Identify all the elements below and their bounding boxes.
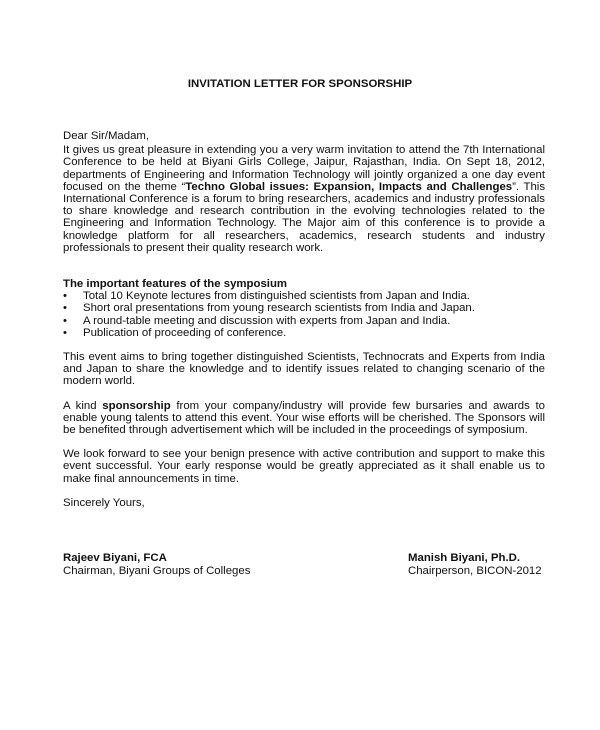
signatory-name: Manish Biyani, Ph.D.: [408, 552, 521, 564]
bullet-icon: •: [63, 302, 67, 315]
list-item: [63, 290, 545, 302]
letter-body: [63, 130, 545, 509]
sponsorship-keyword: sponsorship: [102, 399, 171, 412]
intro-text-start: It gives us great pleasure in extending you a very warm invitation to attend the 7th International Conference to be held at Biyani Girls College, Jaipur, Rajasthan, India. On Sept 18, 2012, departments of Engineering and Information Technology will jointly organized a one day event focused on the theme “: [63, 144, 545, 193]
intro-text-end: ”. This International Conference is a forum to bring researchers, academics and industry professionals to share knowledge and research contribution in the evolving technologies related to the Engineering and Information Technology. The Major aim of this conference is to provide a knowledge platform for all researchers, academics, research students and industry professionals to present their quality research work.: [63, 180, 546, 254]
list-item-text: Short oral presentations from young research scientists from India and Japan.: [83, 302, 475, 315]
sign-off: Sincerely Yours,: [63, 496, 145, 509]
signatory-name: Rajeev Biyani, FCA: [63, 552, 167, 564]
list-item: [63, 302, 545, 314]
bullet-icon: •: [63, 326, 67, 339]
signatory-title: Chairman, Biyani Groups of Colleges: [63, 565, 251, 577]
aim-paragraph: This event aims to bring together distinguished Scientists, Technocrats and Experts from India and Japan to share the knowledge and to identify issues related to changing scenario of the modern world.: [63, 351, 545, 388]
spacer: [63, 254, 545, 266]
features-list: [63, 290, 545, 339]
sponsorship-text-end: from your company/industry will provide few bursaries and awards to enable young talents to attend this event. Your wise efforts will be cherished. The Sponsors will be benefited through advertisement which will be included in the proceedings of symposium.: [63, 399, 545, 437]
list-item-text: A round-table meeting and discussion with experts from Japan and India.: [83, 314, 451, 327]
sponsorship-text-start: A kind: [63, 399, 103, 412]
signatory-left: [63, 552, 250, 578]
spacer: [63, 388, 545, 400]
list-item-text: Publication of proceeding of conference.: [83, 326, 287, 339]
bullet-icon: •: [63, 314, 67, 327]
intro-paragraph: [63, 144, 545, 254]
features-heading: The important features of the symposium: [63, 278, 288, 291]
list-item: [63, 327, 545, 339]
closing-paragraph: We look forward to see your benign presence with active contribution and support to make this event successful. Your early response would be greatly appreciated as it shall enable us to make final announcements in time.: [63, 448, 545, 485]
list-item-text: Total 10 Keynote lectures from distinguished scientists from Japan and India.: [83, 290, 470, 303]
sponsorship-paragraph: [63, 400, 545, 437]
letter-title: INVITATION LETTER FOR SPONSORSHIP: [187, 78, 413, 90]
spacer: [63, 266, 545, 278]
conference-theme: Techno Global issues: Expansion, Impacts and Challenges: [185, 180, 513, 193]
signatory-right: [408, 552, 542, 578]
spacer: [63, 436, 545, 448]
signatory-title: Chairperson, BICON-2012: [408, 565, 542, 577]
greeting: Dear Sir/Madam,: [63, 130, 150, 142]
list-item: [63, 315, 545, 327]
bullet-icon: •: [63, 290, 67, 303]
spacer: [63, 485, 545, 497]
spacer: [63, 339, 545, 351]
